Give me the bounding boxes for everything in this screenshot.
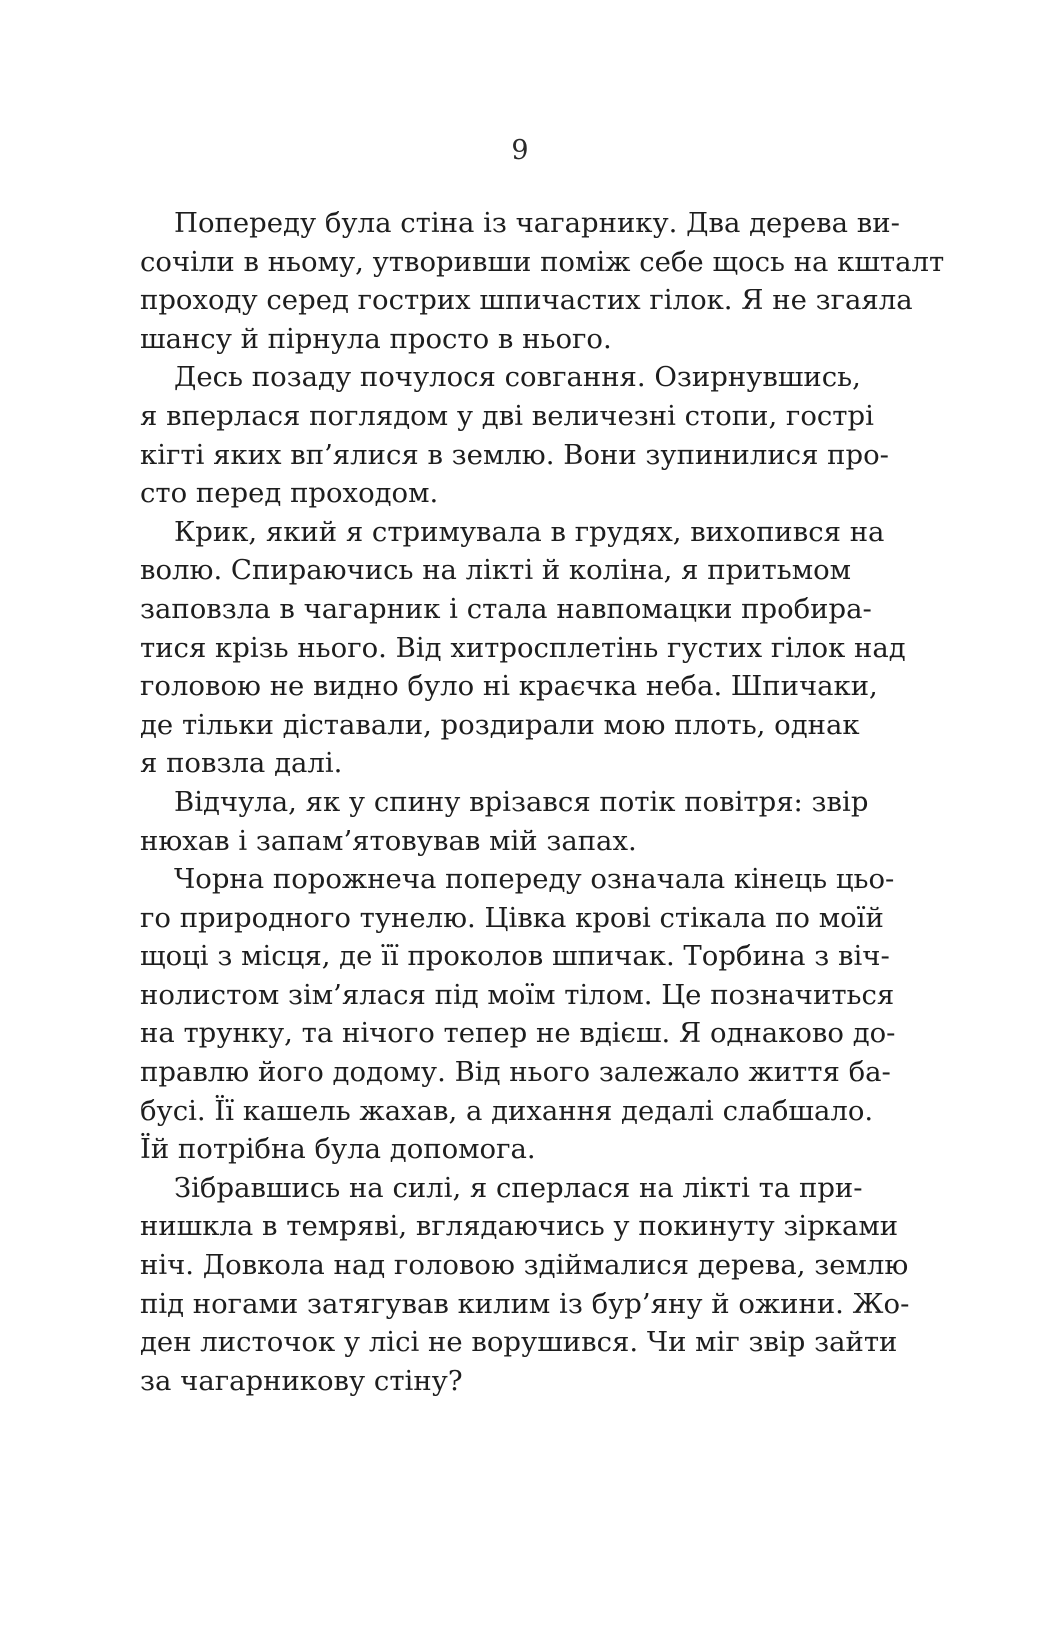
text-line: нишкла в темряві, вглядаючись у покинуту зірками [140,1210,899,1243]
text-line: Відчула, як у спину врізався потік повітря: звір [174,785,869,818]
text-line: Чорна порожнеча попереду означала кінець цьо- [174,863,895,896]
text-line: щоці з місця, де її проколов шпичак. Торбина з віч- [140,940,890,973]
text-line: проходу серед гострих шпичастих гілок. Я не згаяла [140,284,913,317]
text-line: ден листочок у лісі не ворушився. Чи міг звір зайти [140,1326,898,1359]
text-line: шансу й пірнула просто в нього. [140,322,612,355]
text-line: тися крізь нього. Від хитросплетінь густих гілок над [140,631,906,664]
text-line: Зібравшись на силі, я сперлася на лікті та при- [174,1171,863,1204]
page-number: 9 [511,135,529,166]
text-line: де тільки діставали, роздирали мою плоть, однак [140,708,860,741]
text-line: ніч. Довкола над головою здіймалися дерева, землю [140,1249,909,1282]
text-line: Крик, який я стримувала в грудях, вихопився на [174,515,885,548]
text-line: за чагарникову стіну? [140,1364,463,1397]
text-line: Попереду була стіна із чагарнику. Два дерева ви- [174,207,900,239]
text-line: я вперлася поглядом у дві величезні стопи, гострі [140,399,874,432]
body-text [140,204,945,1400]
text-line: нюхав і запам’ятовував мій запах. [140,824,637,857]
text-line: бусі. Її кашель жахав, а дихання дедалі слабшало. [140,1094,874,1127]
text-line: під ногами затягував килим із бур’яну й ожини. Жо- [140,1287,910,1320]
text-line: головою не видно було ні краєчка неба. Шпичаки, [140,670,878,703]
text-line: Десь позаду почулося совгання. Озирнувшись, [174,361,861,394]
text-line: я повзла далі. [140,747,343,780]
text-line: заповзла в чагарник і стала навпомацки пробира- [140,592,872,625]
text-line: сочіли в ньому, утворивши поміж себе щось на кшталт [140,245,945,278]
text-line: го природного тунелю. Цівка крові стікала по моїй [140,901,884,934]
text-line: на трунку, та нічого тепер не вдієш. Я однаково до- [140,1017,896,1050]
text-line: сто перед проходом. [140,477,439,510]
text-line: нолистом зім’ялася під моїм тілом. Це позначиться [140,978,895,1011]
text-line: Їй потрібна була допомога. [140,1133,536,1166]
text-line: кігті яких вп’ялися в землю. Вони зупинилися про- [140,438,889,471]
text-line: волю. Спираючись на лікті й коліна, я притьмом [140,554,852,587]
text-line: правлю його додому. Від нього залежало життя ба- [140,1056,891,1089]
